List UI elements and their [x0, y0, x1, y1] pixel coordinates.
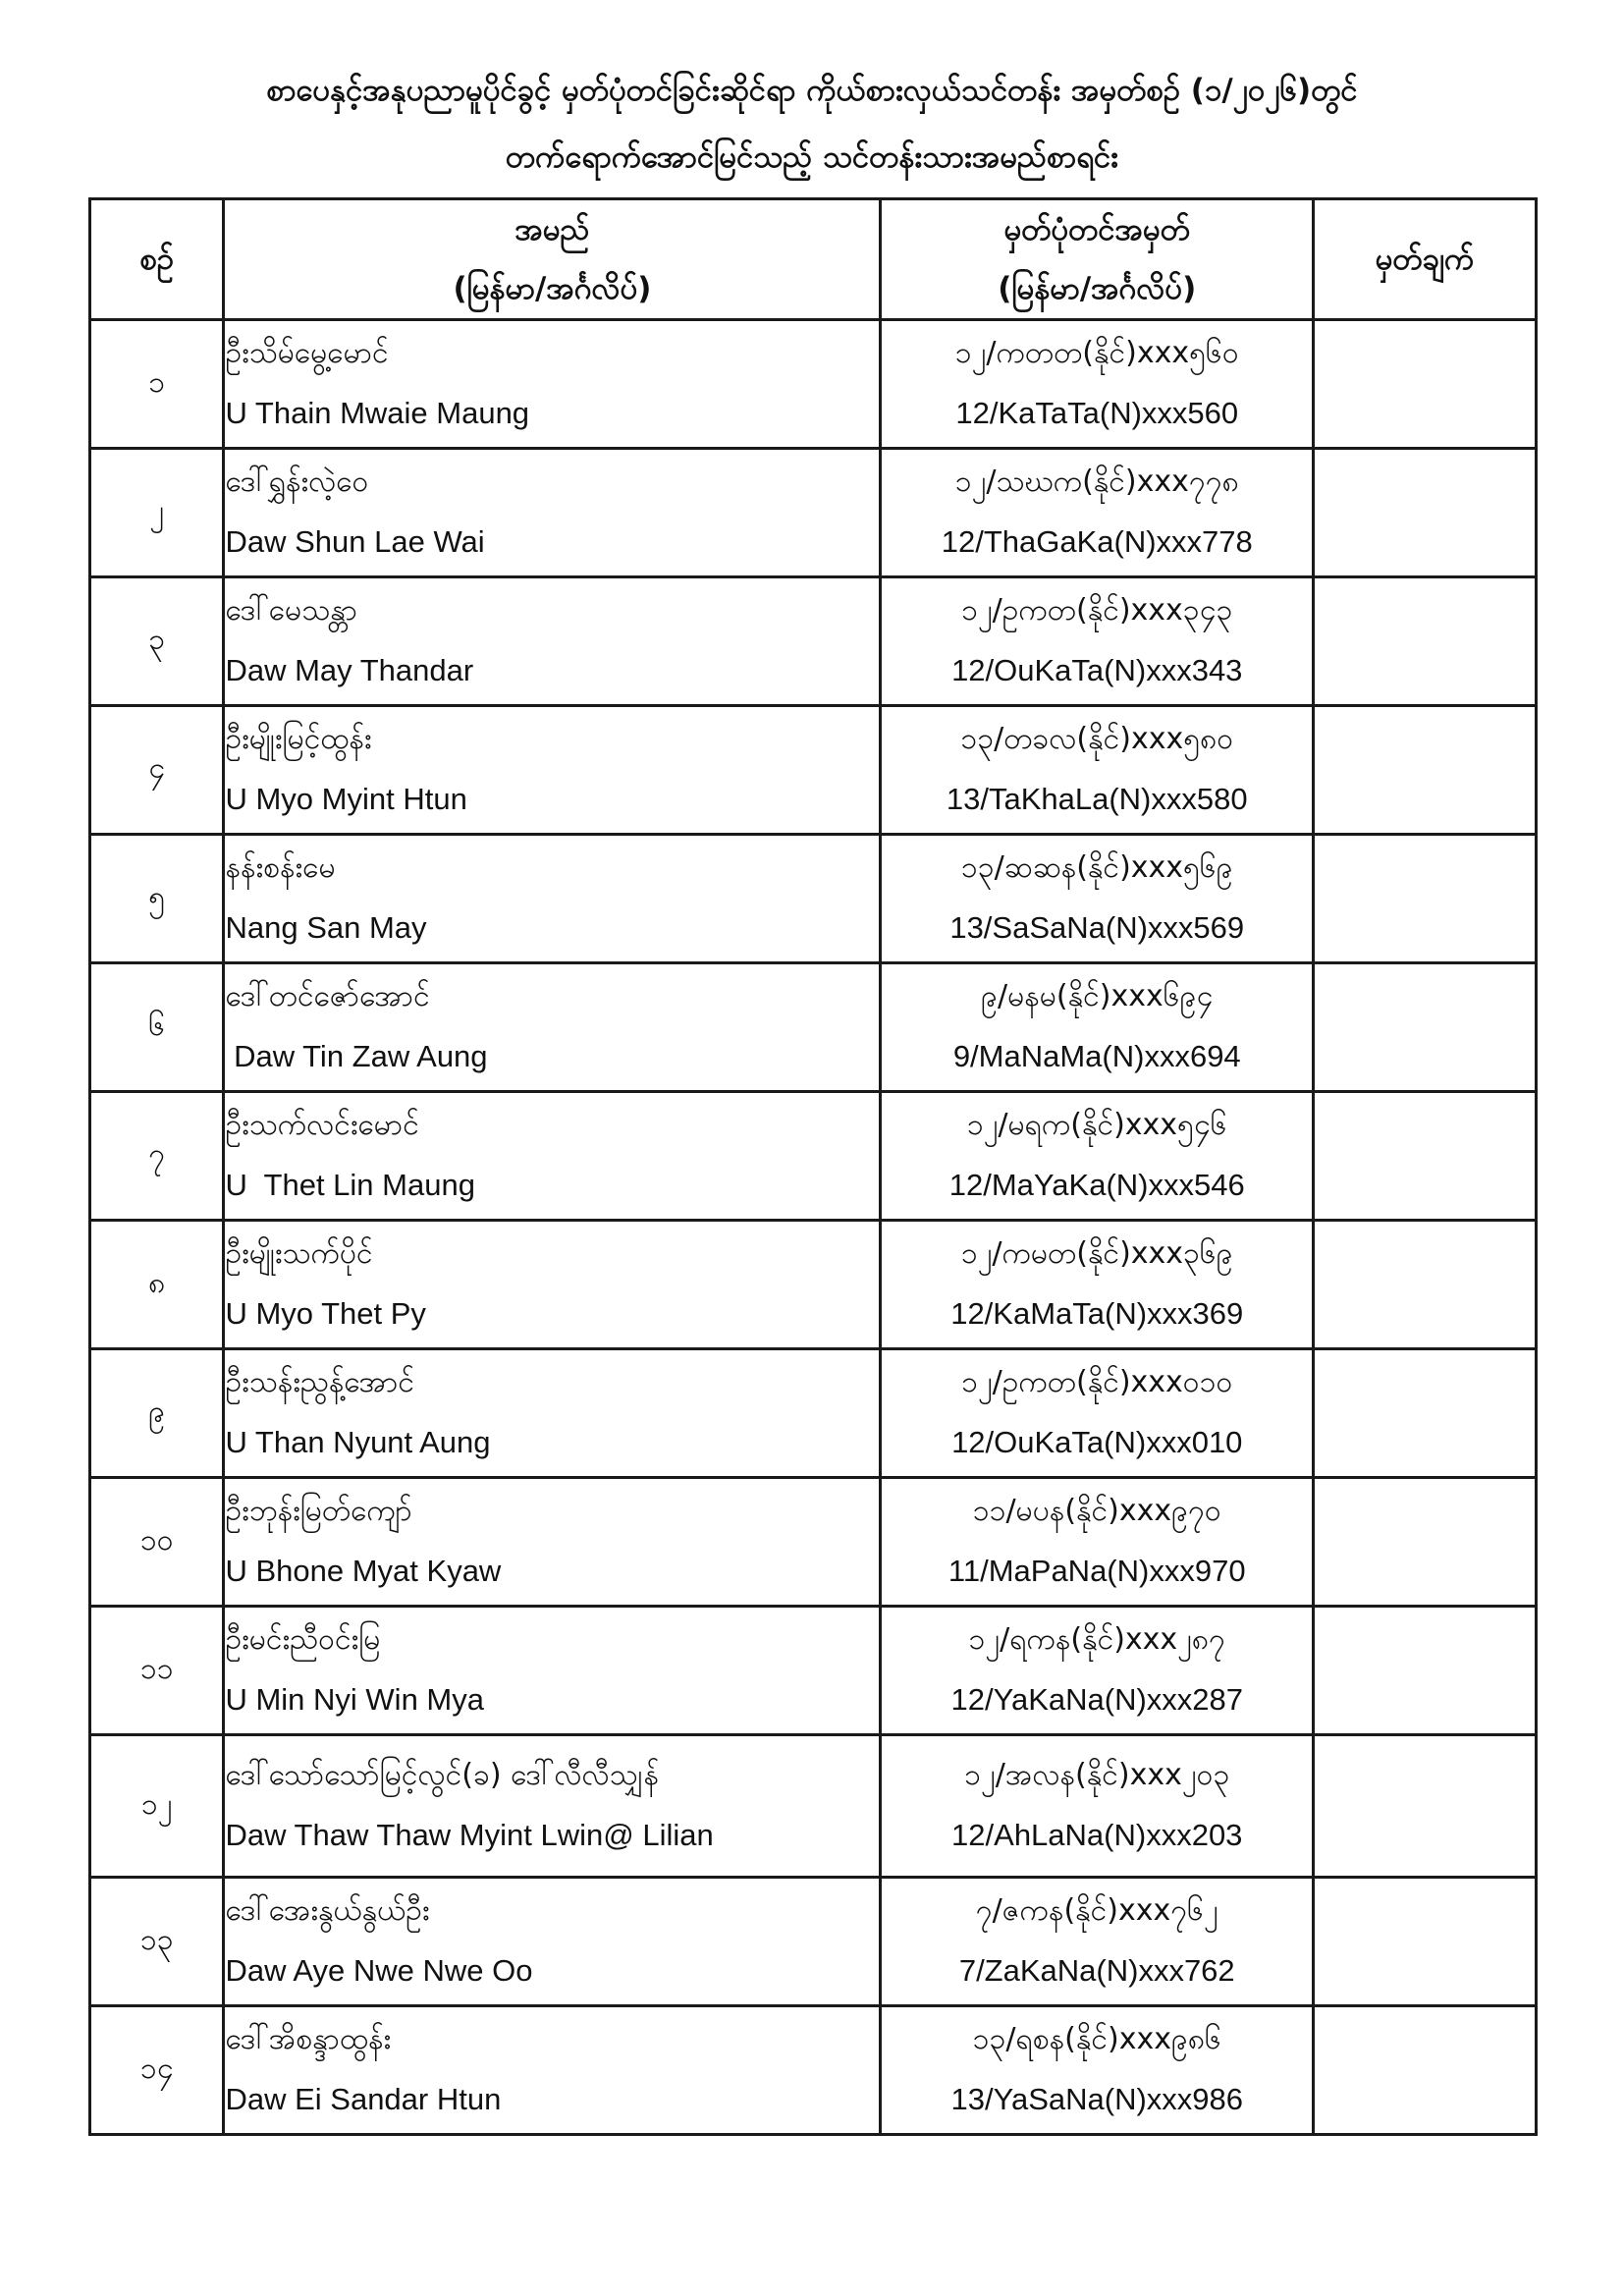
graduate-table: [88, 197, 1538, 2136]
nrc-english: 13/TaKhaLa(N)xxx580: [946, 782, 1248, 816]
nrc-myanmar: ၁၃/ဆဆန(နိုင်)xxx၅၆၉: [960, 850, 1233, 885]
name-myanmar: ဒေါ်သော်သော်မြင့်လွင်(ခ) ဒေါ်လီလီသျှန်: [225, 1758, 660, 1792]
header-nrc: [881, 199, 1314, 320]
nrc-english: 12/OuKaTa(N)xxx343: [951, 653, 1243, 687]
nrc-english: 12/MaYaKa(N)xxx546: [948, 1168, 1245, 1202]
name-myanmar: ဦးသက်လင်းမောင်: [225, 1108, 419, 1142]
name-cell: [224, 1735, 881, 1878]
nrc-cell: [881, 835, 1314, 963]
nrc-cell: [881, 1735, 1314, 1878]
name-english: Daw Thaw Thaw Myint Lwin@ Lilian: [225, 1818, 714, 1852]
nrc-myanmar: ၇/ဇကန(နိုင်)xxx၇၆၂: [975, 1893, 1218, 1928]
table-row: [90, 1478, 1537, 1607]
name-cell: [224, 1478, 881, 1607]
name-myanmar: ဒေါ်မေသန္တာ: [225, 593, 358, 628]
table-row: [90, 963, 1537, 1092]
name-english: U Bhone Myat Kyaw: [225, 1554, 502, 1588]
name-cell: [224, 963, 881, 1092]
table-row: [90, 449, 1537, 577]
nrc-myanmar: ၁၂/ဥကတ(နိုင်)xxx၃၄၃: [961, 593, 1233, 628]
nrc-myanmar: ၁၂/သဃက(နိုင်)xxx၇၇၈: [954, 465, 1239, 499]
remark-cell: [1314, 1349, 1537, 1478]
nrc-english: 12/OuKaTa(N)xxx010: [951, 1425, 1243, 1459]
remark-cell: [1314, 320, 1537, 449]
nrc-english: 12/ThaGaKa(N)xxx778: [941, 524, 1253, 559]
remark-cell: [1314, 1478, 1537, 1607]
nrc-english: 13/SaSaNa(N)xxx569: [949, 910, 1245, 945]
nrc-cell: [881, 449, 1314, 577]
remark-cell: [1314, 1607, 1537, 1735]
name-english: U Myo Myint Htun: [225, 782, 467, 816]
name-myanmar: ဦးမျိုးသက်ပိုင်: [225, 1236, 373, 1271]
name-english: U Min Nyi Win Mya: [225, 1682, 484, 1717]
name-cell: [224, 320, 881, 449]
name-myanmar: ဒေါ်တင်ဇော်အောင်: [225, 979, 430, 1013]
name-myanmar: နန်းစန်းမေ: [225, 850, 336, 885]
nrc-cell: [881, 1349, 1314, 1478]
nrc-cell: [881, 577, 1314, 706]
nrc-english: 11/MaPaNa(N)xxx970: [947, 1554, 1246, 1588]
name-english: U Myo Thet Py: [225, 1296, 426, 1331]
row-number: ၁၀: [90, 1478, 224, 1607]
table-row: [90, 2006, 1537, 2135]
title-line-2: တက်ရောက်အောင်မြင်သည့် သင်တန်းသားအမည်စာရင်း: [505, 139, 1119, 175]
header-nrc-line2: (မြန်မာ/အင်္ဂလိပ်): [998, 271, 1197, 306]
nrc-cell: [881, 963, 1314, 1092]
table-row: [90, 320, 1537, 449]
name-cell: [224, 835, 881, 963]
name-english: Nang San May: [225, 910, 427, 945]
name-cell: [224, 1878, 881, 2006]
row-number: ၅: [90, 835, 224, 963]
name-english: U Than Nyunt Aung: [225, 1425, 491, 1459]
row-number: ၁၃: [90, 1878, 224, 2006]
name-myanmar: ဦးမျိုးမြင့်ထွန်း: [225, 722, 372, 756]
nrc-english: 12/YaKaNa(N)xxx287: [950, 1682, 1243, 1717]
row-number: ၁၄: [90, 2006, 224, 2135]
name-cell: [224, 1092, 881, 1221]
name-myanmar: ဦးသိမ်မွေ့မောင်: [225, 336, 389, 370]
nrc-english: 7/ZaKaNa(N)xxx762: [958, 1953, 1235, 1988]
name-cell: [224, 1349, 881, 1478]
nrc-myanmar: ၁၁/မပန(နိုင်)xxx၉၇၀: [972, 1494, 1221, 1528]
row-number: ၁၂: [90, 1735, 224, 1878]
table-body: [90, 320, 1537, 2135]
header-remark: မှတ်ချက်: [1314, 199, 1537, 320]
name-myanmar: ဒေါ်အိစန္ဒာထွန်း: [225, 2022, 392, 2056]
row-number: ၂: [90, 449, 224, 577]
row-number: ၃: [90, 577, 224, 706]
nrc-cell: [881, 320, 1314, 449]
name-cell: [224, 1221, 881, 1349]
nrc-myanmar: ၁၃/ရစန(နိုင်)xxx၉၈၆: [972, 2022, 1221, 2056]
row-number: ၉: [90, 1349, 224, 1478]
nrc-myanmar: ၁၂/ဥကတ(နိုင်)xxx၀၁၀: [961, 1365, 1233, 1399]
remark-cell: [1314, 449, 1537, 577]
table-row: [90, 1349, 1537, 1478]
nrc-english: 12/AhLaNa(N)xxx203: [951, 1818, 1243, 1852]
nrc-cell: [881, 2006, 1314, 2135]
nrc-cell: [881, 1221, 1314, 1349]
nrc-cell: [881, 1092, 1314, 1221]
remark-cell: [1314, 963, 1537, 1092]
remark-cell: [1314, 706, 1537, 835]
row-number: ၈: [90, 1221, 224, 1349]
name-myanmar: ဦးဘုန်းမြတ်ကျော်: [225, 1494, 412, 1528]
nrc-english: 12/KaTaTa(N)xxx560: [955, 396, 1239, 430]
table-row: [90, 1735, 1537, 1878]
remark-cell: [1314, 1878, 1537, 2006]
remark-cell: [1314, 577, 1537, 706]
table-row: [90, 1221, 1537, 1349]
name-english: Daw Tin Zaw Aung: [225, 1039, 488, 1073]
nrc-english: 12/KaMaTa(N)xxx369: [950, 1296, 1244, 1331]
row-number: ၁: [90, 320, 224, 449]
header-row: [90, 199, 1537, 320]
row-number: ၇: [90, 1092, 224, 1221]
nrc-myanmar: ၁၂/မရက(နိုင်)xxx၅၄၆: [966, 1108, 1227, 1142]
name-myanmar: ဒေါ်အေးနွယ်နွယ်ဦး: [225, 1893, 430, 1928]
nrc-cell: [881, 1478, 1314, 1607]
table-row: [90, 835, 1537, 963]
nrc-cell: [881, 1607, 1314, 1735]
name-english: Daw Ei Sandar Htun: [225, 2082, 502, 2116]
nrc-myanmar: ၉/မနမ(နိုင်)xxx၆၉၄: [981, 979, 1214, 1013]
nrc-cell: [881, 1878, 1314, 2006]
nrc-myanmar: ၁၂/အလန(နိုင်)xxx၂၀၃: [964, 1758, 1230, 1792]
nrc-cell: [881, 706, 1314, 835]
header-name: [224, 199, 881, 320]
nrc-english: 13/YaSaNa(N)xxx986: [950, 2082, 1243, 2116]
name-english: U Thet Lin Maung: [225, 1168, 475, 1202]
header-name-line1: အမည်: [514, 212, 590, 247]
table-row: [90, 706, 1537, 835]
nrc-myanmar: ၁၂/ရကန(နိုင်)xxx၂၈၇: [968, 1622, 1225, 1657]
remark-cell: [1314, 1092, 1537, 1221]
name-cell: [224, 1607, 881, 1735]
name-myanmar: ဒေါ်ရွှန်းလဲ့ဝေ: [225, 465, 369, 499]
remark-cell: [1314, 835, 1537, 963]
document-title: [0, 57, 1624, 191]
table-row: [90, 577, 1537, 706]
name-english: Daw Aye Nwe Nwe Oo: [225, 1953, 533, 1988]
name-myanmar: ဦးသန်းညွန့်အောင်: [225, 1365, 415, 1399]
header-no: စဉ်: [90, 199, 224, 320]
title-line-1: စာပေနှင့်အနုပညာမူပိုင်ခွင့် မှတ်ပုံတင်ခြင်းဆိုင်ရာ ကိုယ်စားလှယ်သင်တန်း အမှတ်စဉ် (၁/၂၀၂၆)တွင်: [266, 73, 1358, 108]
name-cell: [224, 577, 881, 706]
name-cell: [224, 449, 881, 577]
row-number: ၁၁: [90, 1607, 224, 1735]
remark-cell: [1314, 1221, 1537, 1349]
table-row: [90, 1607, 1537, 1735]
nrc-myanmar: ၁၃/တခလ(နိုင်)xxx၅၈၀: [960, 722, 1234, 756]
header-name-line2: (မြန်မာ/အင်္ဂလိပ်): [453, 271, 652, 306]
name-english: Daw Shun Lae Wai: [225, 524, 485, 559]
nrc-myanmar: ၁၂/ကတတ(နိုင်)xxx၅၆၀: [954, 336, 1239, 370]
nrc-myanmar: ၁၂/ကမတ(နိုင်)xxx၃၆၉: [960, 1236, 1233, 1271]
name-english: U Thain Mwaie Maung: [225, 396, 530, 430]
name-myanmar: ဦးမင်းညီဝင်းမြ: [225, 1622, 381, 1657]
row-number: ၆: [90, 963, 224, 1092]
name-cell: [224, 2006, 881, 2135]
table-row: [90, 1878, 1537, 2006]
remark-cell: [1314, 2006, 1537, 2135]
table-row: [90, 1092, 1537, 1221]
header-nrc-line1: မှတ်ပုံတင်အမှတ်: [1003, 212, 1190, 247]
name-cell: [224, 706, 881, 835]
remark-cell: [1314, 1735, 1537, 1878]
nrc-english: 9/MaNaMa(N)xxx694: [952, 1039, 1241, 1073]
name-english: Daw May Thandar: [225, 653, 474, 687]
row-number: ၄: [90, 706, 224, 835]
